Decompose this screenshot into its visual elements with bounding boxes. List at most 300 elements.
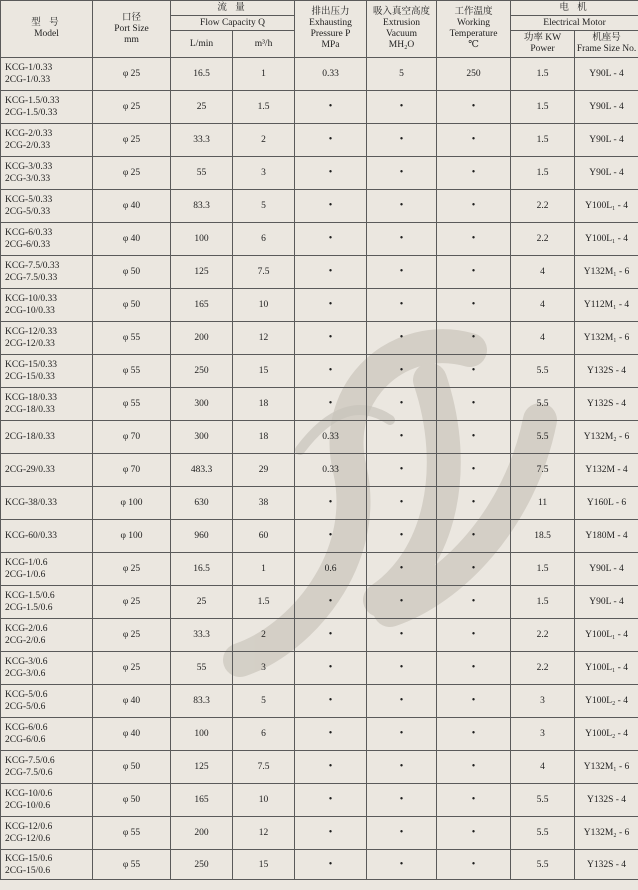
cell-model [1,652,93,685]
model-secondary: 2CG-3/0.33 [5,174,51,184]
cell-m3h: 10 [233,289,295,322]
cell-temp: • [437,157,511,190]
cell-pres: • [295,751,367,784]
cell-port: φ 25 [93,58,171,91]
model-primary: KCG-3/0.6 [5,657,48,667]
cell-pres: • [295,223,367,256]
cell-port: φ 55 [93,388,171,421]
cell-m3h: 12 [233,817,295,850]
model-primary: KCG-6/0.33 [5,228,53,238]
cell-model [1,718,93,751]
cell-port: φ 55 [93,322,171,355]
cell-power: 1.5 [511,553,575,586]
cell-power: 4 [511,256,575,289]
cell-temp: • [437,91,511,124]
cell-power: 5.5 [511,850,575,880]
model-primary: KCG-5/0.6 [5,690,48,700]
header-temp-unit: ℃ [468,40,479,50]
cell-model [1,817,93,850]
model-secondary: 2CG-5/0.6 [5,702,46,712]
cell-vac: • [367,421,437,454]
cell-model [1,58,93,91]
cell-model [1,124,93,157]
model-secondary: 2CG-12/0.33 [5,339,55,349]
table-row [1,718,638,751]
header-model [1,1,93,58]
table-row [1,685,638,718]
cell-power: 5.5 [511,421,575,454]
cell-temp: • [437,520,511,553]
model-primary: KCG-10/0.6 [5,789,53,799]
cell-pres: • [295,685,367,718]
cell-frame: Y132M₂ - 6 [575,817,638,850]
cell-temp: • [437,454,511,487]
cell-model [1,223,93,256]
model-secondary: 2CG-18/0.33 [5,405,55,415]
cell-m3h: 5 [233,685,295,718]
cell-power: 1.5 [511,157,575,190]
cell-frame: Y132S - 4 [575,388,638,421]
model-secondary: 2CG-7.5/0.33 [5,273,58,283]
model-primary: 2CG-29/0.33 [5,465,55,475]
model-secondary: 2CG-15/0.6 [5,865,51,876]
cell-lmin: 165 [171,784,233,817]
cell-temp: • [437,652,511,685]
cell-lmin: 83.3 [171,190,233,223]
cell-frame: Y90L - 4 [575,124,638,157]
cell-power: 5.5 [511,784,575,817]
header-flow-lmin: L/min [171,31,233,58]
cell-pres: • [295,652,367,685]
cell-port: φ 55 [93,817,171,850]
cell-model [1,685,93,718]
header-vacuum [367,1,437,58]
cell-port: φ 50 [93,256,171,289]
cell-power: 4 [511,289,575,322]
cell-pres: • [295,91,367,124]
cell-frame: Y90L - 4 [575,91,638,124]
table-row [1,520,638,553]
model-secondary: 2CG-15/0.33 [5,372,55,382]
cell-m3h: 1 [233,58,295,91]
model-primary: KCG-12/0.33 [5,327,57,337]
cell-frame: Y132M₁ - 6 [575,322,638,355]
cell-temp: • [437,850,511,880]
cell-model [1,784,93,817]
cell-temp: • [437,586,511,619]
cell-port: φ 50 [93,751,171,784]
cell-frame: Y112M₁ - 4 [575,289,638,322]
table-row [1,619,638,652]
cell-lmin: 300 [171,421,233,454]
model-secondary: 2CG-10/0.33 [5,306,55,316]
cell-port: φ 55 [93,850,171,880]
cell-vac: • [367,586,437,619]
cell-frame: Y100L₁ - 4 [575,223,638,256]
cell-temp: • [437,619,511,652]
cell-port: φ 25 [93,91,171,124]
cell-pres: • [295,256,367,289]
cell-lmin: 250 [171,355,233,388]
cell-vac: • [367,553,437,586]
cell-m3h: 6 [233,718,295,751]
cell-temp: 250 [437,58,511,91]
table-row [1,355,638,388]
cell-model [1,157,93,190]
header-pressure-zh: 排出压力 [311,7,350,17]
cell-power: 1.5 [511,58,575,91]
cell-frame: Y132M₂ - 6 [575,421,638,454]
cell-power: 7.5 [511,454,575,487]
cell-lmin: 55 [171,652,233,685]
model-secondary: 2CG-6/0.33 [5,240,51,250]
cell-temp: • [437,685,511,718]
header-temp-zh: 工作温度 [454,7,493,17]
model-primary: KCG-7.5/0.6 [5,756,55,766]
cell-vac: • [367,817,437,850]
cell-m3h: 3 [233,652,295,685]
cell-frame: Y90L - 4 [575,586,638,619]
model-secondary: 2CG-3/0.6 [5,669,46,679]
cell-m3h: 15 [233,355,295,388]
cell-pres: • [295,520,367,553]
cell-model [1,619,93,652]
header-port-zh: 口径 [121,12,141,23]
header-vacuum-unit: MH₂O [388,40,415,50]
cell-pres: • [295,850,367,880]
cell-pres: • [295,190,367,223]
header-power [511,31,575,58]
table-row [1,784,638,817]
table-body [1,58,638,880]
cell-frame: Y132S - 4 [575,355,638,388]
cell-port: φ 40 [93,223,171,256]
model-primary: KCG-1/0.6 [5,558,48,568]
cell-lmin: 83.3 [171,685,233,718]
cell-pres: 0.33 [295,421,367,454]
cell-pres: • [295,355,367,388]
cell-lmin: 125 [171,751,233,784]
cell-temp: • [437,124,511,157]
cell-port: φ 55 [93,355,171,388]
header-motor-en: Electrical Motor [511,16,638,31]
cell-power: 1.5 [511,91,575,124]
cell-model [1,322,93,355]
cell-frame: Y160L - 6 [575,487,638,520]
header-frame-zh: 机座号 [592,33,621,43]
table-row [1,751,638,784]
cell-vac: • [367,355,437,388]
cell-m3h: 7.5 [233,256,295,289]
cell-temp: • [437,817,511,850]
cell-m3h: 2 [233,619,295,652]
table-row [1,124,638,157]
cell-vac: • [367,322,437,355]
cell-frame: Y100L₂ - 4 [575,718,638,751]
cell-vac: • [367,850,437,880]
header-vacuum-zh: 吸入真空高度 [373,7,431,17]
table-header [1,1,638,58]
model-primary: KCG-5/0.33 [5,195,53,205]
cell-lmin: 483.3 [171,454,233,487]
cell-port: φ 25 [93,124,171,157]
header-port-en: Port Size [114,23,149,34]
header-pressure [295,1,367,58]
cell-frame: Y180M - 4 [575,520,638,553]
header-flow-en: Flow Capacity Q [171,16,295,31]
model-secondary: 2CG-5/0.33 [5,207,51,217]
cell-lmin: 25 [171,91,233,124]
model-primary: KCG-15/0.6 [5,853,53,864]
cell-model [1,355,93,388]
cell-power: 5.5 [511,817,575,850]
cell-port: φ 100 [93,487,171,520]
model-primary: KCG-15/0.33 [5,360,57,370]
table-row [1,553,638,586]
cell-model [1,520,93,553]
model-primary: KCG-2/0.33 [5,129,53,139]
cell-port: φ 70 [93,454,171,487]
cell-vac: • [367,784,437,817]
cell-lmin: 100 [171,718,233,751]
cell-power: 11 [511,487,575,520]
cell-model [1,553,93,586]
cell-vac: • [367,190,437,223]
cell-temp: • [437,487,511,520]
cell-power: 3 [511,718,575,751]
cell-power: 18.5 [511,520,575,553]
cell-m3h: 7.5 [233,751,295,784]
cell-pres: 0.33 [295,454,367,487]
cell-frame: Y90L - 4 [575,553,638,586]
cell-temp: • [437,784,511,817]
header-temp-en1: Working [457,18,491,28]
cell-frame: Y132M₁ - 6 [575,256,638,289]
cell-model [1,751,93,784]
cell-model [1,256,93,289]
cell-vac: • [367,718,437,751]
model-secondary: 2CG-10/0.6 [5,801,51,811]
header-vacuum-en2: Vacuum [385,29,418,39]
cell-lmin: 630 [171,487,233,520]
cell-frame: Y132S - 4 [575,850,638,880]
cell-m3h: 1.5 [233,91,295,124]
cell-port: φ 100 [93,520,171,553]
cell-m3h: 12 [233,322,295,355]
header-pressure-en1: Exhausting [309,18,352,28]
cell-m3h: 18 [233,421,295,454]
model-primary: KCG-38/0.33 [5,498,57,508]
cell-model [1,421,93,454]
cell-lmin: 200 [171,817,233,850]
cell-frame: Y100L₁ - 4 [575,652,638,685]
cell-frame: Y90L - 4 [575,58,638,91]
model-secondary: 2CG-6/0.6 [5,735,46,745]
cell-lmin: 165 [171,289,233,322]
cell-vac: • [367,619,437,652]
cell-model [1,850,93,880]
model-primary: KCG-1/0.33 [5,63,53,73]
table-row [1,91,638,124]
header-vacuum-en1: Extrusion [383,18,420,28]
header-model-en: Model [34,29,59,39]
cell-pres: • [295,784,367,817]
cell-temp: • [437,388,511,421]
cell-lmin: 125 [171,256,233,289]
table-row [1,388,638,421]
cell-port: φ 25 [93,652,171,685]
cell-frame: Y90L - 4 [575,157,638,190]
cell-lmin: 33.3 [171,619,233,652]
table-row [1,487,638,520]
cell-port: φ 40 [93,685,171,718]
cell-temp: • [437,322,511,355]
model-secondary: 2CG-12/0.6 [5,834,51,844]
table-row [1,421,638,454]
header-temp [437,1,511,58]
table-row [1,223,638,256]
cell-temp: • [437,190,511,223]
cell-temp: • [437,751,511,784]
cell-power: 3 [511,685,575,718]
cell-port: φ 25 [93,157,171,190]
cell-vac: • [367,256,437,289]
cell-pres: • [295,289,367,322]
model-primary: KCG-3/0.33 [5,162,53,172]
cell-port: φ 40 [93,718,171,751]
model-primary: KCG-7.5/0.33 [5,261,60,271]
cell-model [1,454,93,487]
cell-power: 4 [511,751,575,784]
cell-lmin: 25 [171,586,233,619]
cell-pres: • [295,718,367,751]
cell-pres: • [295,619,367,652]
cell-pres: • [295,487,367,520]
cell-m3h: 38 [233,487,295,520]
cell-temp: • [437,256,511,289]
model-primary: KCG-18/0.33 [5,393,57,403]
table-row [1,652,638,685]
model-secondary: 2CG-7.5/0.6 [5,768,53,778]
table-row [1,586,638,619]
cell-m3h: 1.5 [233,586,295,619]
cell-power: 5.5 [511,388,575,421]
cell-vac: • [367,454,437,487]
cell-m3h: 60 [233,520,295,553]
cell-pres: • [295,322,367,355]
cell-pres: • [295,157,367,190]
cell-lmin: 16.5 [171,553,233,586]
cell-pres: 0.6 [295,553,367,586]
header-power-zh: 功率 KW [523,33,562,43]
cell-lmin: 100 [171,223,233,256]
table-row [1,157,638,190]
header-temp-en2: Temperature [449,29,498,39]
cell-pres: 0.33 [295,58,367,91]
cell-model [1,487,93,520]
cell-port: φ 25 [93,619,171,652]
cell-vac: 5 [367,58,437,91]
cell-port: φ 50 [93,289,171,322]
cell-m3h: 15 [233,850,295,880]
cell-frame: Y132M₁ - 6 [575,751,638,784]
cell-m3h: 29 [233,454,295,487]
cell-power: 5.5 [511,355,575,388]
cell-frame: Y100L₂ - 4 [575,685,638,718]
cell-pres: • [295,586,367,619]
model-primary: KCG-1.5/0.33 [5,96,60,106]
cell-temp: • [437,289,511,322]
cell-vac: • [367,685,437,718]
cell-lmin: 16.5 [171,58,233,91]
cell-vac: • [367,223,437,256]
cell-frame: Y100L₁ - 4 [575,190,638,223]
cell-model [1,289,93,322]
cell-pres: • [295,124,367,157]
cell-lmin: 55 [171,157,233,190]
cell-port: φ 40 [93,190,171,223]
cell-power: 4 [511,322,575,355]
cell-pres: • [295,817,367,850]
model-primary: 2CG-18/0.33 [5,432,55,442]
cell-vac: • [367,487,437,520]
header-model-zh: 型 号 [31,18,62,28]
cell-port: φ 50 [93,784,171,817]
cell-power: 2.2 [511,652,575,685]
cell-model [1,388,93,421]
model-secondary: 2CG-1/0.33 [5,75,51,85]
cell-m3h: 3 [233,157,295,190]
cell-port: φ 70 [93,421,171,454]
table-row [1,817,638,850]
cell-frame: Y132S - 4 [575,784,638,817]
cell-port: φ 25 [93,586,171,619]
table-row [1,58,638,91]
cell-vac: • [367,652,437,685]
header-flow-m3h: m³/h [233,31,295,58]
model-primary: KCG-1.5/0.6 [5,591,55,601]
model-primary: KCG-60/0.33 [5,531,57,541]
model-primary: KCG-10/0.33 [5,294,57,304]
cell-frame: Y132M - 4 [575,454,638,487]
cell-lmin: 300 [171,388,233,421]
cell-m3h: 1 [233,553,295,586]
table-row [1,289,638,322]
cell-temp: • [437,421,511,454]
header-pressure-en2: Pressure P [310,29,351,39]
cell-power: 1.5 [511,586,575,619]
cell-vac: • [367,124,437,157]
header-frame-en: Frame Size No. [576,44,637,54]
cell-temp: • [437,355,511,388]
cell-power: 1.5 [511,124,575,157]
cell-temp: • [437,718,511,751]
cell-model [1,586,93,619]
cell-model [1,190,93,223]
cell-lmin: 33.3 [171,124,233,157]
cell-vac: • [367,751,437,784]
model-secondary: 2CG-2/0.33 [5,141,51,151]
header-motor-zh: 电 机 [511,1,638,16]
header-port [93,1,171,58]
cell-temp: • [437,223,511,256]
cell-m3h: 10 [233,784,295,817]
cell-m3h: 6 [233,223,295,256]
cell-vac: • [367,157,437,190]
cell-vac: • [367,289,437,322]
model-primary: KCG-6/0.6 [5,723,48,733]
cell-power: 2.2 [511,619,575,652]
